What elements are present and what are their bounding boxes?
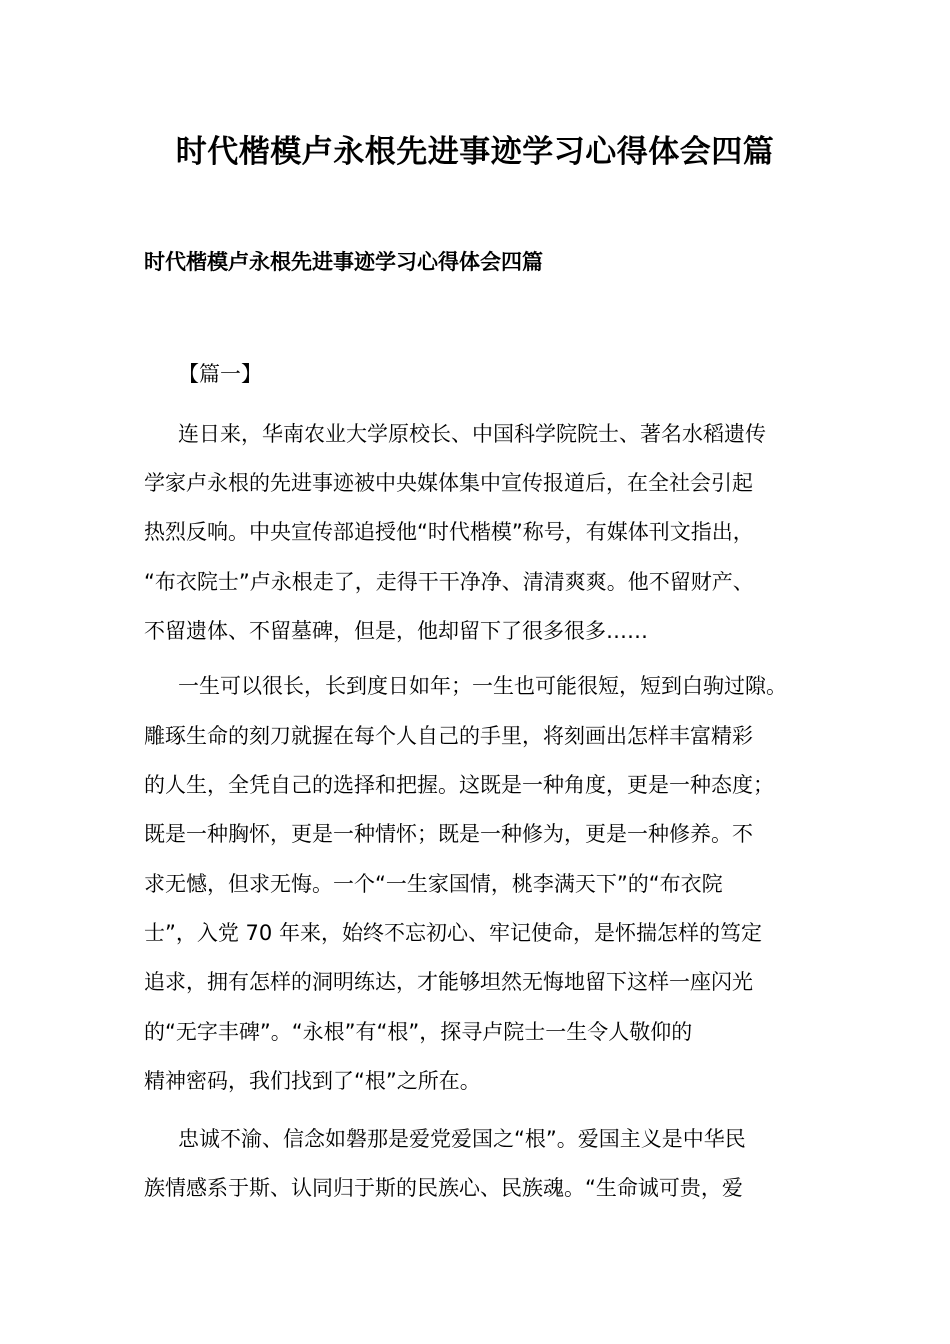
paragraph-line: 士”，入党 70 年来，始终不忘初心、牢记使命，是怀揣怎样的笃定 <box>144 921 762 945</box>
paragraph-line: 连日来，华南农业大学原校长、中国科学院院士、著名水稻遗传 <box>178 422 766 446</box>
paragraph-line: 一生可以很长，长到度日如年；一生也可能很短，短到白驹过隙。 <box>178 674 787 698</box>
paragraph-line: 追求，拥有怎样的洞明练达，才能够坦然无悔地留下这样一座闪光 <box>144 970 753 994</box>
paragraph-line: 忠诚不渝、信念如磐那是爱党爱国之“根”。爱国主义是中华民 <box>178 1127 746 1151</box>
paragraph-line: 精神密码，我们找到了“根”之所在。 <box>144 1069 481 1093</box>
paragraph-line: 学家卢永根的先进事迹被中央媒体集中宣传报道后，在全社会引起 <box>144 471 753 495</box>
document-subtitle: 时代楷模卢永根先进事迹学习心得体会四篇 <box>144 250 543 274</box>
paragraph-line: 族情感系于斯、认同归于斯的民族心、民族魂。“生命诚可贵，爱 <box>144 1176 743 1200</box>
paragraph-line: “布衣院士”卢永根走了，走得干干净净、清清爽爽。他不留财产、 <box>144 570 754 594</box>
document-title: 时代楷模卢永根先进事迹学习心得体会四篇 <box>175 134 775 170</box>
paragraph-line: 不留遗体、不留墓碑，但是，他却留下了很多很多…… <box>144 619 648 643</box>
section-label: 【篇一】 <box>178 362 262 386</box>
paragraph-line: 既是一种胸怀，更是一种情怀；既是一种修为，更是一种修养。不 <box>144 822 753 846</box>
paragraph-line: 求无憾，但求无悔。一个“一生家国情，桃李满天下”的“布衣院 <box>144 872 723 896</box>
paragraph-line: 的人生，全凭自己的选择和把握。这既是一种角度，更是一种态度； <box>144 773 774 797</box>
paragraph-line: 雕琢生命的刻刀就握在每个人自己的手里，将刻画出怎样丰富精彩 <box>144 724 753 748</box>
paragraph-line: 的“无字丰碑”。“永根”有“根”，探寻卢院士一生令人敬仰的 <box>144 1020 693 1044</box>
paragraph-line: 热烈反响。中央宣传部追授他“时代楷模”称号，有媒体刊文指出， <box>144 520 754 544</box>
